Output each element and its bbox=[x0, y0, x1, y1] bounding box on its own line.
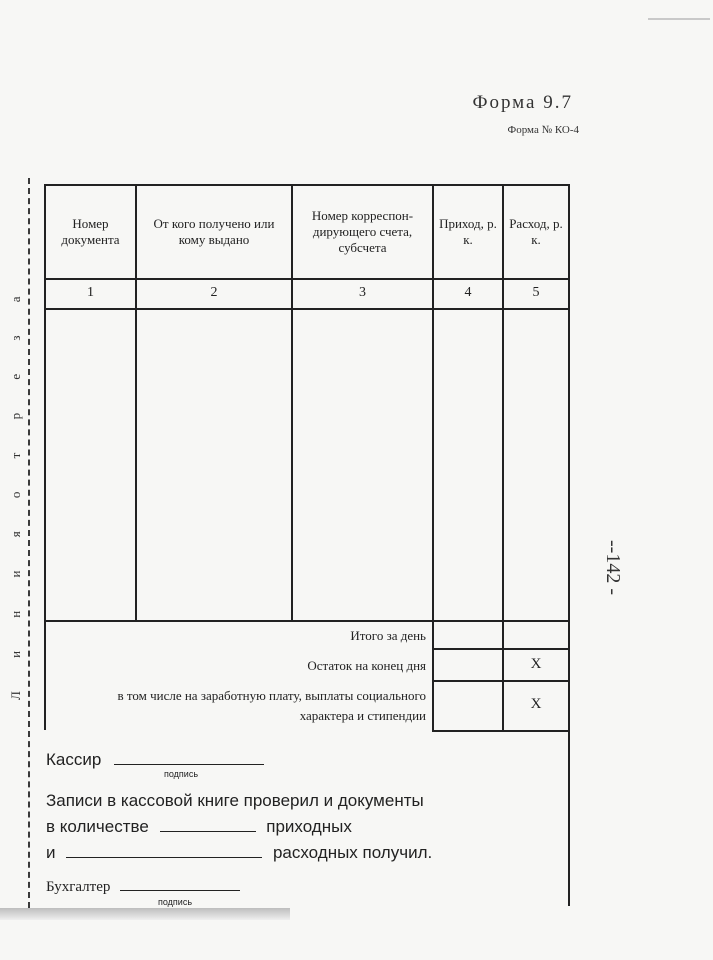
form-title: Форма 9.7 bbox=[472, 92, 573, 113]
expense-count-field[interactable] bbox=[66, 843, 262, 858]
cashier-line bbox=[46, 750, 264, 770]
summary-expense-end-balance: X bbox=[530, 656, 542, 672]
column-number-2: 2 bbox=[210, 285, 218, 300]
form-code: Форма № КО-4 bbox=[507, 124, 579, 136]
column-header-document-number: Номер документа bbox=[61, 216, 120, 247]
accountant-line: Бухгалтер bbox=[46, 876, 240, 896]
column-number-3: 3 bbox=[359, 285, 366, 300]
column-header-income: Приход, р. к. bbox=[439, 216, 497, 247]
accountant-signature-caption: подпись bbox=[158, 897, 193, 907]
scan-shadow bbox=[0, 908, 290, 920]
check-line-3: и расходных получил. bbox=[46, 843, 433, 862]
cut-line bbox=[28, 178, 30, 908]
scan-artifact-line bbox=[648, 18, 710, 20]
accountant-signature-field[interactable] bbox=[120, 876, 240, 891]
summary-label-end-balance: Остаток на конец дня bbox=[307, 658, 426, 673]
check-line-2: в количестве приходных bbox=[46, 817, 352, 836]
check-line-1: Записи в кассовой книге проверил и документы bbox=[46, 791, 424, 810]
cashier-signature-field[interactable] bbox=[114, 750, 264, 765]
cashier-label: Кассир bbox=[46, 750, 102, 769]
column-number-5: 5 bbox=[532, 285, 540, 300]
page-number: --142 - bbox=[602, 540, 624, 595]
summary-label-salary-part: в том числе на заработную плату, выплаты социального характера и стипендии bbox=[117, 688, 426, 723]
column-number-4: 4 bbox=[464, 285, 472, 300]
column-number-1: 1 bbox=[87, 285, 94, 300]
cut-line-label: Л и н и я о т р е з а bbox=[8, 281, 23, 700]
summary-label-day-total: Итого за день bbox=[350, 628, 426, 643]
cashier-signature-caption: подпись bbox=[164, 769, 199, 779]
column-header-expense: Расход, р. к. bbox=[509, 216, 563, 247]
summary-expense-salary-part: X bbox=[530, 696, 542, 712]
column-header-account: Номер корреспон- дирующего счета, субсчета bbox=[311, 208, 414, 255]
income-count-field[interactable] bbox=[160, 817, 256, 832]
column-header-counterparty: От кого получено или кому выдано bbox=[153, 216, 275, 247]
